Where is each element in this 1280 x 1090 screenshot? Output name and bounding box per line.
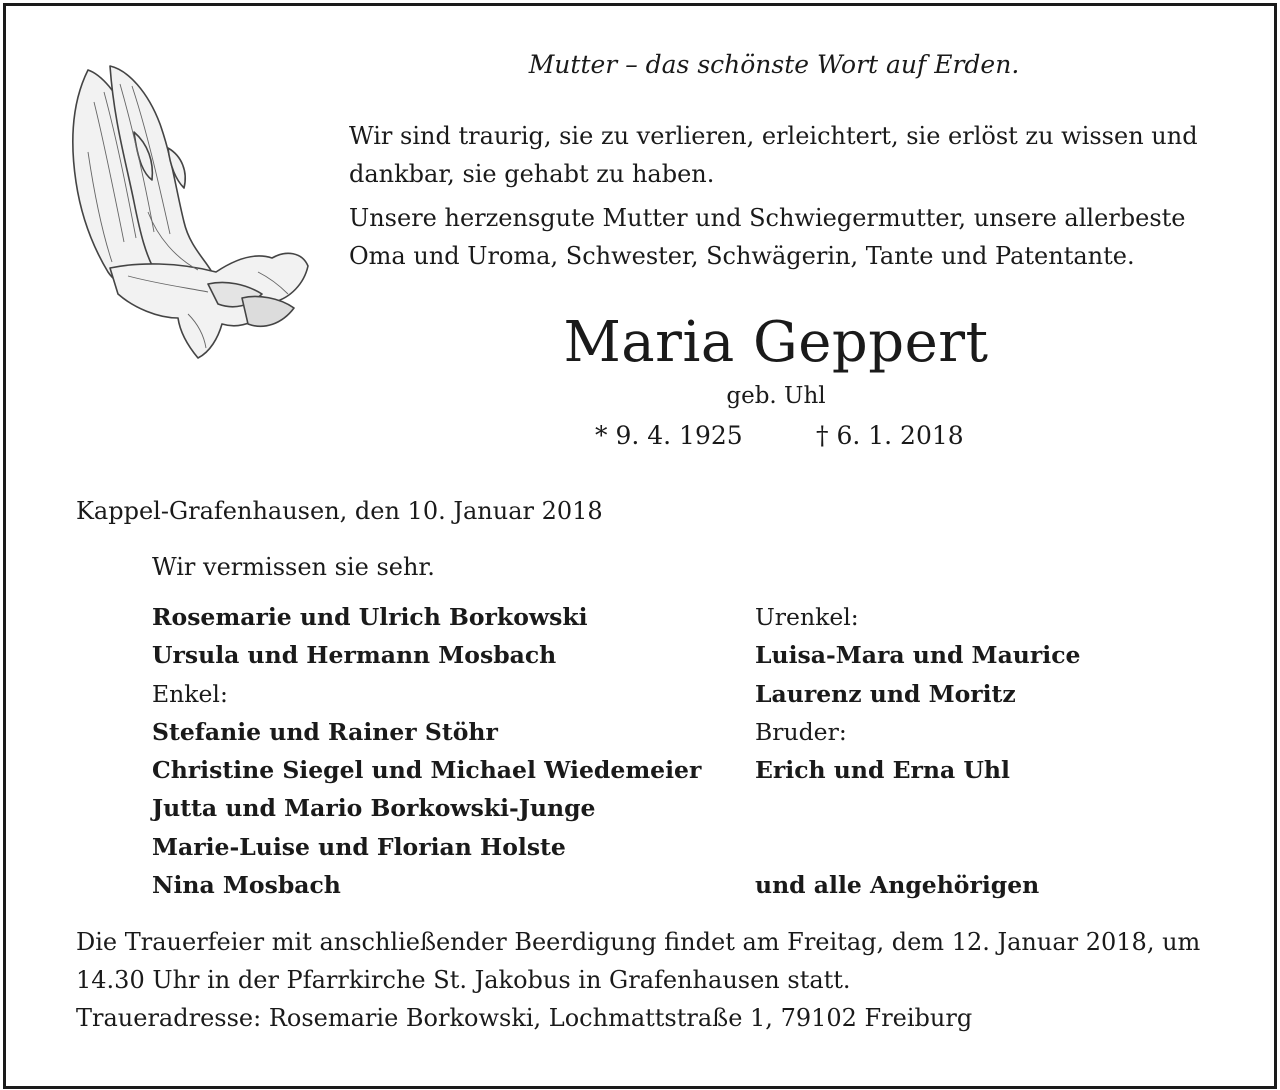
mourner-line: Laurenz und Moritz — [755, 679, 1016, 708]
mourner-line — [755, 789, 1080, 827]
intro-text — [349, 117, 1229, 281]
mourner-line — [755, 828, 1080, 866]
intro-paragraph-1: Wir sind traurig, sie zu verlieren, erleichtert, sie erlöst zu wissen und dankbar, sie gehabt zu haben. — [349, 122, 1198, 188]
intro-paragraph-2: Unsere herzensgute Mutter und Schwiegermutter, unsere allerbeste Oma und Uroma, Schwester, Schwägerin, Tante und Patentante. — [349, 204, 1186, 270]
mourner-line: Jutta und Mario Borkowski-Junge — [152, 794, 596, 823]
mourner-line: Ursula und Hermann Mosbach — [152, 641, 557, 670]
mourner-line: Erich und Erna Uhl — [755, 756, 1010, 785]
mourner-line: Urenkel: — [755, 603, 859, 631]
mourner-line: Stefanie und Rainer Stöhr — [152, 717, 498, 746]
mourning-address: Traueradresse: Rosemarie Borkowski, Lochmattstraße 1, 79102 Freiburg — [76, 1004, 973, 1032]
mourner-line: Bruder: — [755, 717, 847, 746]
mourner-line: Marie-Luise und Florian Holste — [152, 832, 566, 861]
mourner-line: Enkel: — [152, 679, 228, 708]
mourner-line: Christine Siegel und Michael Wiedemeier — [152, 756, 702, 785]
mourners-left-column — [152, 598, 701, 904]
motto: Mutter – das schönste Wort auf Erden. — [528, 50, 1020, 79]
mourner-line: Rosemarie und Ulrich Borkowski — [152, 603, 588, 631]
place-date: Kappel-Grafenhausen, den 10. Januar 2018 — [76, 497, 603, 525]
death-date: † 6. 1. 2018 — [816, 421, 964, 450]
mourner-line: Nina Mosbach — [152, 871, 341, 900]
birth-date: * 9. 4. 1925 — [595, 421, 743, 450]
mourner-line: und alle Angehörigen — [755, 871, 1040, 900]
mourner-line: Luisa-Mara und Maurice — [755, 641, 1081, 670]
maiden-name: geb. Uhl — [726, 383, 826, 409]
miss-line: Wir vermissen sie sehr. — [152, 553, 435, 581]
mourners-right-column — [755, 598, 1080, 904]
funeral-paragraph: Die Trauerfeier mit anschließender Beerdigung findet am Freitag, dem 12. Januar 2018, um 14.30 Uhr in der Pfarrkirche St. Jakobus in Grafenhausen statt. — [76, 928, 1201, 994]
funeral-info — [76, 923, 1226, 1037]
deceased-name: Maria Geppert — [563, 310, 989, 375]
